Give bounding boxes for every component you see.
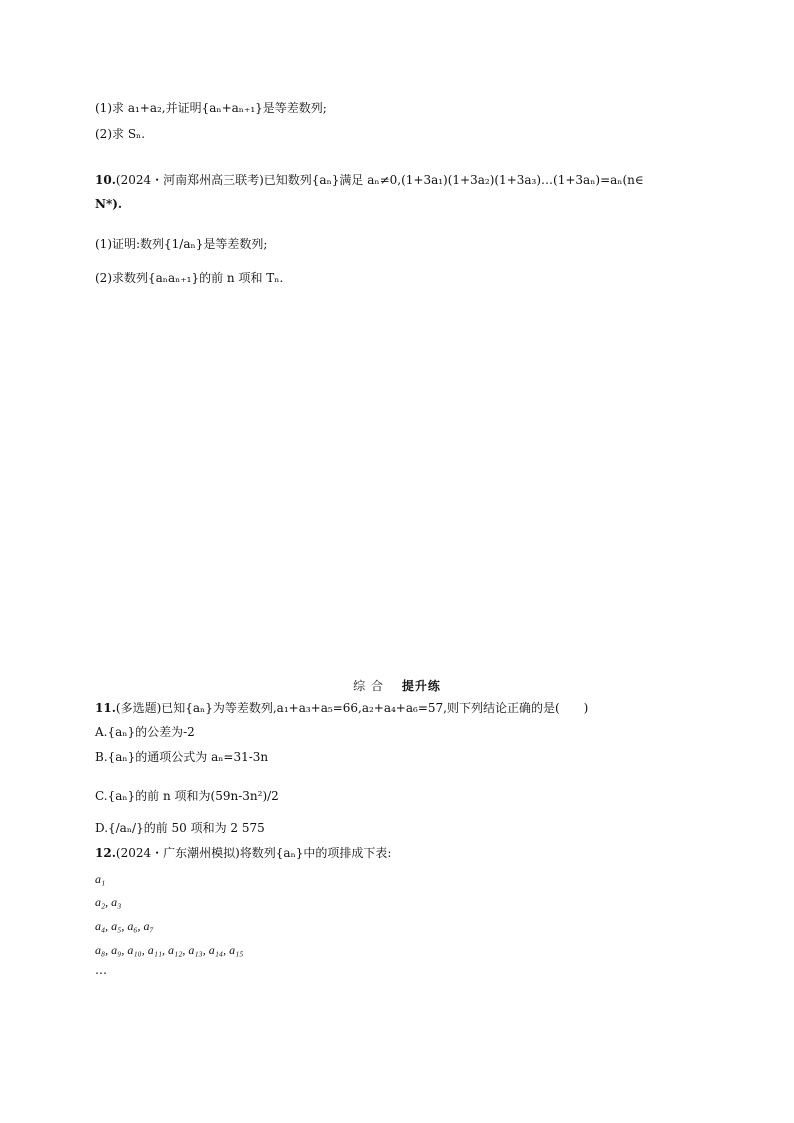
q12-row-1: a₁ (95, 872, 106, 886)
q12-number: 12. (95, 846, 116, 860)
q10-stem-text: (2024・河南郑州高三联考)已知数列{aₙ}满足 aₙ≠0,(1+3a₁)(1+3a₂)(1+3a₃)…(1+3aₙ)=aₙ(n∈ (115, 173, 644, 187)
q11-stem (95, 700, 588, 716)
q9-part1: (1)求 a₁+a₂,并证明{aₙ+aₙ₊₁}是等差数列; (95, 101, 327, 115)
q10-stem-cont: N*). (95, 197, 123, 211)
q10-stem (95, 172, 644, 188)
q10-number: 10. (95, 173, 116, 187)
q10-part2: (2)求数列{aₙaₙ₊₁}的前 n 项和 Tₙ. (95, 271, 284, 285)
q12-stem (95, 845, 391, 861)
q11-stem-text: (多选题)已知{aₙ}为等差数列,a₁+a₃+a₅=66,a₂+a₄+a₆=57,则下列结论正确的是( ) (115, 701, 589, 715)
q12-row-3: a₄, a₅, a₆, a₇ (95, 919, 154, 933)
q11-option-b: B.{aₙ}的通项公式为 aₙ=31-3n (95, 750, 269, 764)
section-title: 提升练 (401, 679, 441, 693)
q12-stem-text: (2024・广东潮州模拟)将数列{aₙ}中的项排成下表: (115, 846, 392, 860)
section-heading (0, 677, 794, 694)
q12-row-ellipsis: … (95, 963, 107, 977)
q11-option-c: C.{aₙ}的前 n 项和为(59n-3n²)/2 (95, 789, 279, 803)
q11-option-a: A.{aₙ}的公差为-2 (95, 725, 195, 739)
q12-row-4: a₈, a₉, a₁₀, a₁₁, a₁₂, a₁₃, a₁₄, a₁₅ (95, 943, 244, 957)
section-label: 综 合 (353, 679, 384, 693)
q11-option-d: D.{/aₙ/}的前 50 项和为 2 575 (95, 821, 265, 835)
q12-row-2: a₂, a₃ (95, 895, 122, 909)
q10-part1: (1)证明:数列{1/aₙ}是等差数列; (95, 237, 268, 251)
q11-number: 11. (95, 701, 116, 715)
q9-part2: (2)求 Sₙ. (95, 127, 146, 141)
